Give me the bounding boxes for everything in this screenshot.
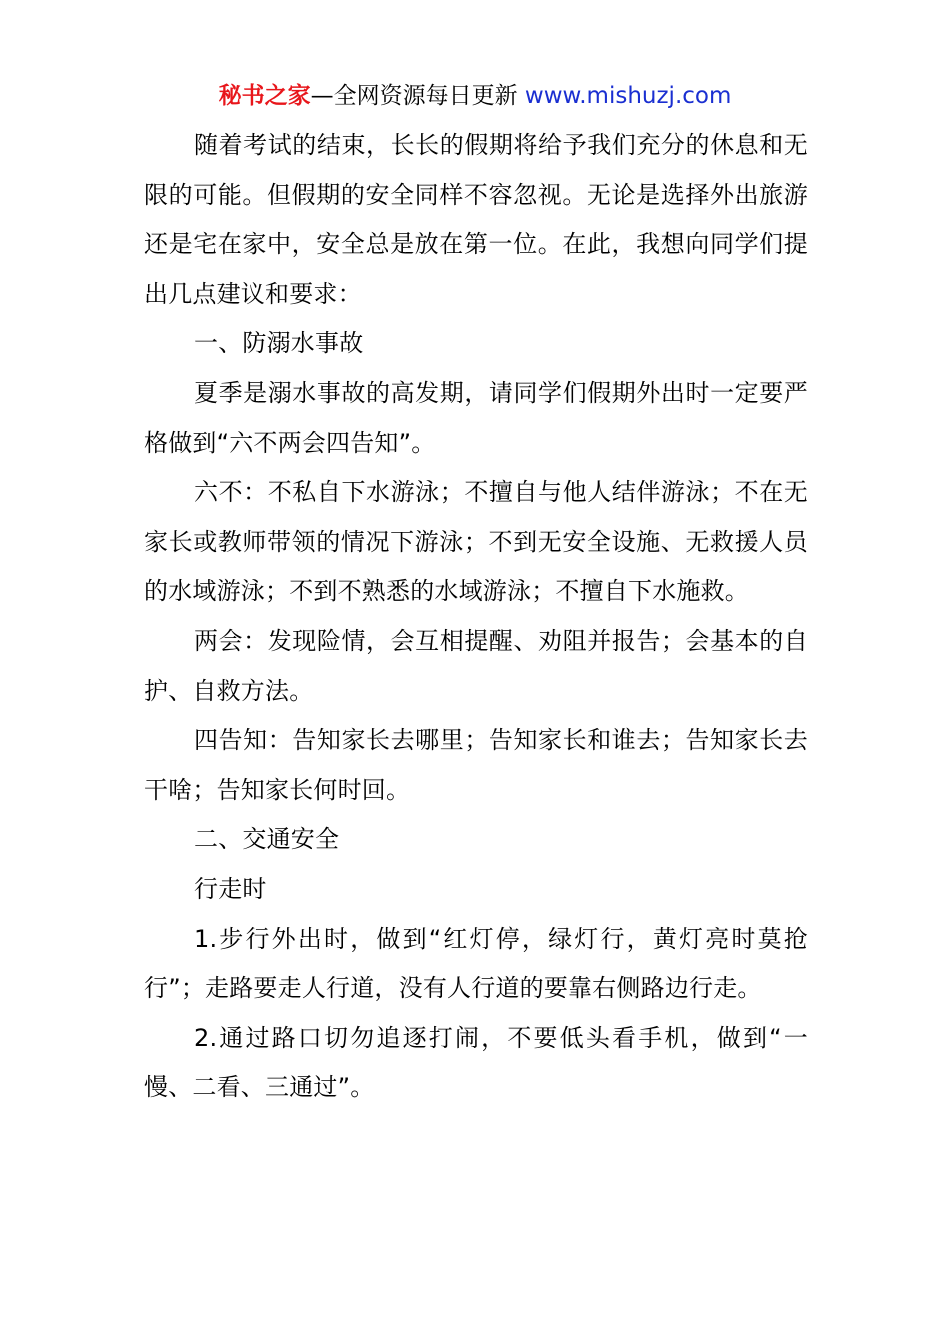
site-url-link[interactable]: www.mishuzj.com [524, 83, 732, 109]
paragraph-walking-rule-2: 2.通过路口切勿追逐打闹，不要低头看手机，做到“一慢、二看、三通过”。 [144, 1023, 808, 1102]
subheading-walking: 行走时 [194, 874, 267, 903]
brand-name: 秘书之家 [218, 83, 311, 109]
paragraph-walking-rule-1: 1.步行外出时，做到“红灯停，绿灯行，黄灯亮时莫抢行”；走路要走人行道，没有人行道的要靠右侧路边行走。 [144, 924, 808, 1003]
section-heading-traffic: 二、交通安全 [194, 825, 340, 854]
document-body [144, 121, 808, 1113]
paragraph-six-nots: 六不：不私自下水游泳；不擅自与他人结伴游泳；不在无家长或教师带领的情况下游泳；不到无安全设施、无救援人员的水域游泳；不到不熟悉的水域游泳；不擅自下水施救。 [144, 478, 808, 606]
paragraph-four-notices: 四告知：告知家长去哪里；告知家长和谁去；告知家长去干啥；告知家长何时回。 [144, 726, 808, 804]
site-header [0, 80, 950, 112]
paragraph-intro: 随着考试的结束，长长的假期将给予我们充分的休息和无限的可能。但假期的安全同样不容忽视。无论是选择外出旅游还是宅在家中，安全总是放在第一位。在此，我想向同学们提出几点建议和要求： [144, 131, 808, 308]
header-tagline: —全网资源每日更新 [310, 83, 518, 109]
paragraph-two-skills: 两会：发现险情，会互相提醒、劝阻并报告；会基本的自护、自救方法。 [144, 626, 808, 705]
section-heading-drowning: 一、防溺水事故 [194, 329, 364, 358]
paragraph-drowning-intro: 夏季是溺水事故的高发期，请同学们假期外出时一定要严格做到“六不两会四告知”。 [144, 378, 808, 457]
